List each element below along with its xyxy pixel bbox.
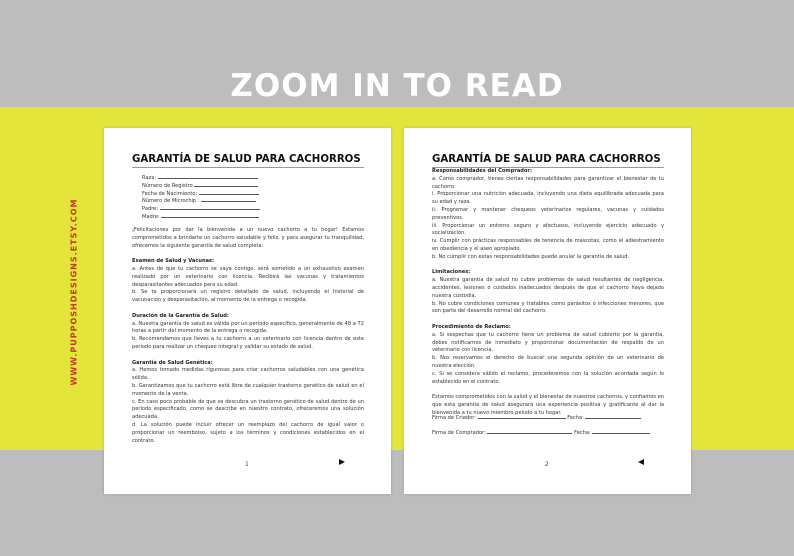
field-label: Fecha de Nacimiento: [142,190,198,197]
paragraph: i. Proporcionar una nutrición adecuada, incluyendo una dieta equilibrada adecuada para su edad y raza. [432,191,664,206]
paragraph: a. Hemos tomado medidas rigurosas para criar cachorros saludables con una genética sólida. [132,367,364,382]
section-heading: Garantía de Salud Genética: [132,359,213,366]
intro-paragraph: ¡Felicitaciones por dar la bienvenida a un nuevo cachorro a tu hogar! Estamos comprometidos a brindarte un cachorro saludable y feliz, y para asegurar tu tranquilidad, ofrecemos la siguiente garantía de salud completa: [132,227,364,249]
section-heading: Limitaciones: [432,269,471,276]
field-label: Número de Microchip : [142,198,200,205]
signature-line[interactable] [478,418,566,419]
paragraph: b. Recomendamos que lleves a tu cachorro a un veterinario con licencia dentro de este período para realizar un chequeo integral y validar su estado de salud. [132,336,364,350]
next-arrow-icon[interactable] [339,459,345,465]
blank-line[interactable] [199,194,259,195]
paragraph: iii. Proporcionar un entorno seguro y afectuoso, incluyendo ejercicio adecuado y socialización. [432,222,664,237]
paragraph: b. No cumplir con estas responsabilidades puede anular la garantía de salud. [432,253,630,260]
section-heading: Examen de Salud y Vacunas: [132,258,215,265]
blank-line[interactable] [158,178,258,179]
paragraph: a. Si sospechas que tu cachorro tiene un problema de salud cubierto por la garantía, debes notificarnos de inmediato y proporcionar documentación de respaldo de un veterinario con licencia. [432,331,664,354]
blank-line[interactable] [194,186,258,187]
section-heading: Duración de la Garantía de Salud: [132,312,229,319]
paragraph: b. Se te proporcionará un registro detallado de salud, incluyendo el historial de vacunación y desparasitación, al momento de la entrega o recogida. [132,289,364,304]
date-label: Fecha: [567,415,584,421]
field-label: Número de Registro [142,182,193,189]
field-breed [142,175,260,183]
closing-paragraph: Estamos comprometidos con la salud y el bienestar de nuestros cachorros, y confiamos en que esta garantía de salud asegurará una experiencia positiva y gratificante al dar la bienvenida a tu nuevo miembro peludo a tu hogar. [432,394,664,416]
page-1-body [132,227,364,445]
paragraph: b. No cubre condiciones comunes y tratables como parásitos o infecciones menores, que son parte del desarrollo normal del cachorro. [432,300,664,315]
document-page-2 [404,128,691,494]
page-number: 1 [245,461,249,468]
buyer-signature-row [432,430,664,436]
signature-label: Firma de Criador: [432,415,476,421]
field-dam [142,214,260,222]
page-number: 2 [545,461,549,468]
paragraph: b. Nos reservamos el derecho de buscar una segunda opinión de un veterinario de nuestra elección. [432,355,664,369]
field-registration [142,183,260,191]
page-title: GARANTÍA DE SALUD PARA CACHORROS [432,154,664,168]
puppy-info-fields [142,175,260,222]
paragraph: a. Antes de que tu cachorro se vaya contigo, será sometido a un exhaustivo examen realizado por un veterinario con licencia. Recibirá las vacunas y tratamientos desparasitantes adecuados para su edad. [132,265,364,288]
date-label: Fecha: [574,430,591,436]
breeder-signature-row [432,415,664,421]
paragraph: b. Garantizamos que tu cachorro está libre de cualquier trastorno genético de salud en el momento de la venta. [132,382,364,397]
zoom-banner: ZOOM IN TO READ [230,68,564,104]
date-line[interactable] [592,433,650,434]
date-line[interactable] [585,418,641,419]
paragraph: c. Si se considera válido el reclamo, procederemos con la solución acordada según lo establecido en el contrato. [432,370,664,385]
page-title: GARANTÍA DE SALUD PARA CACHORROS [132,154,364,168]
field-label: Raza: [142,175,157,181]
field-sire [142,206,260,214]
paragraph: d. La solución puede incluir ofrecer un reemplazo del cachorro de igual valor o proporcionar un reembolso, sujeto a los términos y condiciones establecidos en el contrato. [132,421,364,444]
section-heading: Responsabilidades del Comprador: [432,168,532,174]
blank-line[interactable] [161,217,259,218]
signature-label: Firma de Comprador: [432,430,486,436]
field-label: Padre: [142,206,159,213]
signature-line[interactable] [487,433,572,434]
blank-line[interactable] [160,209,260,210]
paragraph: a. Como comprador, tienes ciertas responsabilidades para garantizar el bienestar de tu cachorro: [432,175,664,190]
field-label: Madre: [142,213,160,220]
section-heading: Procedimiento de Reclamo: [432,323,511,330]
document-page-1 [104,128,391,494]
paragraph: a. Nuestra garantía de salud es válida por un período específico, generalmente de 48 a 72 horas a partir del momento de la entrega o recogida. [132,320,364,335]
paragraph: a. Nuestra garantía de salud no cubre problemas de salud resultantes de negligencia, accidentes, lesiones o cuidados inadecuados después de que el cachorro haya dejado nuestra custodia. [432,277,664,299]
field-microchip [142,198,260,206]
paragraph: iv. Cumplir con prácticas responsables de tenencia de mascotas, como el adiestramiento en obediencia y el aseo apropiado. [432,238,664,252]
page-2-body [432,168,664,418]
paragraph: c. En caso poco probable de que se descubra un trastorno genético de salud dentro de un período especificado, como se describe en nuestro contrato, ofreceremos una solución adecuada. [132,398,364,421]
paragraph: ii. Programar y mantener chequeos veterinarios regulares, vacunas y cuidados preventivos. [432,206,664,221]
blank-line[interactable] [201,201,256,202]
etsy-url: WWW.PUPPOSHDESIGNS.ETSY.COM [69,198,79,386]
prev-arrow-icon[interactable] [638,459,644,465]
